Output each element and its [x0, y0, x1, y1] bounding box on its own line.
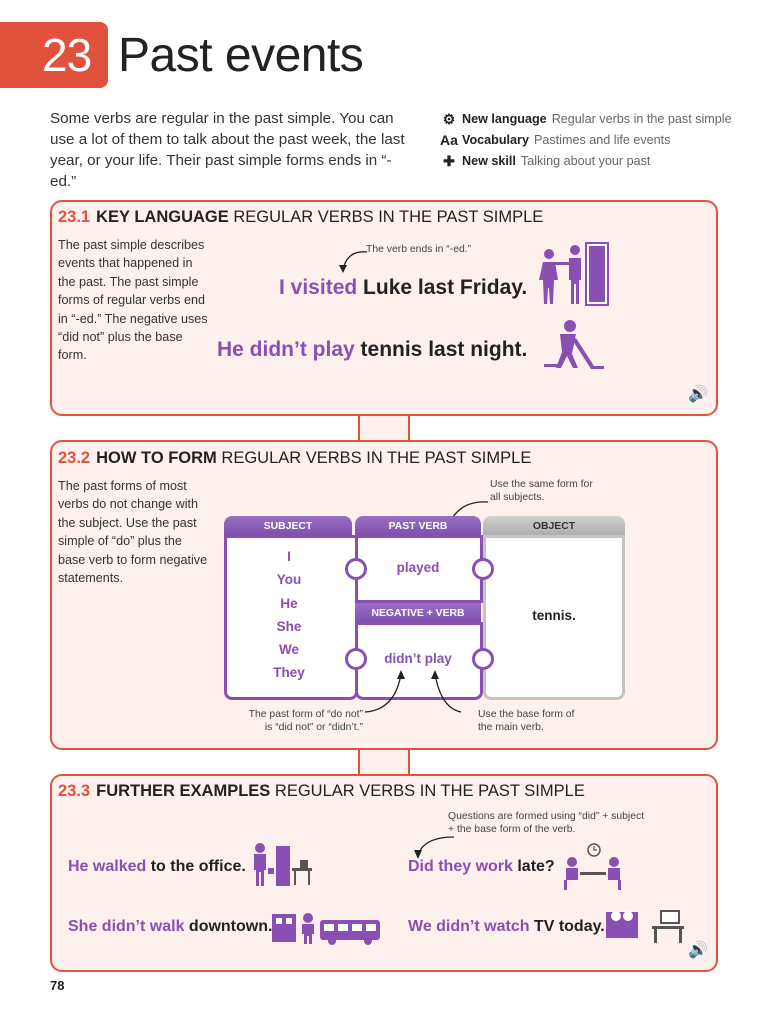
subject-item: She	[276, 618, 302, 634]
highlight-verb: She didn’t walk	[68, 918, 185, 935]
negative-verb-text: didn’t play	[384, 651, 452, 666]
section-subtitle: REGULAR VERBS IN THE PAST SIMPLE	[228, 208, 544, 226]
section-number: 23.2	[58, 449, 91, 467]
gear-icon: ⚙	[442, 110, 456, 127]
section-subtitle: REGULAR VERBS IN THE PAST SIMPLE	[270, 782, 585, 800]
callout-questions: Questions are formed using “did” + subject + the base form of the verb.	[448, 811, 645, 835]
highlight-verb: He walked	[68, 858, 147, 875]
puzzle-icon: ✚	[443, 152, 455, 169]
puzzle-knob	[472, 558, 494, 580]
visitor-door-icon	[535, 238, 615, 310]
subject-item: You	[276, 572, 302, 588]
panel-title	[58, 208, 543, 227]
further-example-2	[68, 918, 272, 936]
section-key: HOW TO FORM	[96, 449, 217, 467]
callout-same-form: Use the same form for all subjects.	[490, 479, 593, 503]
column-header-negative: NEGATIVE + VERB	[355, 603, 481, 625]
learning-label: Vocabulary	[462, 133, 529, 147]
unit-title: Past events	[118, 29, 364, 82]
audio-speaker-icon[interactable]: 🔊	[688, 942, 708, 959]
panel-title	[58, 449, 531, 468]
audio-speaker-icon[interactable]: 🔊	[688, 386, 708, 403]
learning-vocabulary	[440, 130, 670, 150]
callout-arrow	[335, 246, 371, 276]
intro-text: Some verbs are regular in the past simple. You can use a lot of them to talk about the past week, the last year, or your life. Their past simple forms ends in “-ed.”	[50, 110, 405, 190]
callout-base-form: Use the base form of the main verb.	[478, 709, 575, 733]
object-text: tennis.	[532, 608, 576, 623]
panel-title	[58, 782, 585, 801]
learning-new-language	[440, 109, 732, 129]
sentence-rest: late?	[512, 858, 555, 875]
no-walking-bus-icon	[270, 906, 382, 946]
sentence-rest: Luke last Friday.	[357, 276, 528, 299]
subject-item: We	[278, 642, 299, 658]
sentence-rest: tennis last night.	[354, 338, 528, 361]
panel-description: The past simple describes events that happened in the past. The past simple forms of regular verbs end in “-ed.” The negative uses “did not” plus the base form.	[58, 238, 208, 363]
further-example-1	[68, 858, 246, 876]
highlight-verb: I visited	[279, 276, 358, 299]
section-number: 23.3	[58, 782, 91, 800]
further-example-3	[408, 858, 555, 876]
past-verb-text: played	[396, 560, 440, 575]
column-header-past-verb: PAST VERB	[355, 516, 481, 538]
section-subtitle: REGULAR VERBS IN THE PAST SIMPLE	[216, 449, 532, 467]
learning-label: New skill	[462, 154, 516, 168]
example-sentence-2	[217, 338, 527, 362]
example-sentence-1	[279, 276, 527, 300]
subject-item: They	[273, 665, 305, 681]
puzzle-knob	[472, 648, 494, 670]
highlight-verb: Did they work	[408, 858, 513, 875]
section-key: KEY LANGUAGE	[96, 208, 229, 226]
subject-item: I	[287, 549, 291, 564]
callout-did-not: The past form of “do not” is “did not” or “didn’t.”	[248, 709, 363, 733]
further-example-4	[408, 918, 605, 936]
learning-text: Regular verbs in the past simple	[551, 112, 732, 126]
puzzle-knob	[345, 558, 367, 580]
subject-item: He	[280, 595, 298, 611]
hockey-player-icon	[540, 318, 610, 376]
page-number: 78	[50, 978, 65, 993]
vocabulary-aa-icon: Aa	[440, 132, 458, 148]
sentence-rest: TV today.	[529, 918, 605, 935]
section-number: 23.1	[58, 208, 91, 226]
working-late-icon	[560, 842, 626, 892]
learning-label: New language	[462, 112, 547, 126]
unit-number: 23	[42, 29, 92, 81]
callout-arrow	[408, 833, 458, 861]
callout-arrows-bottom	[355, 668, 465, 716]
puzzle-knob	[345, 648, 367, 670]
highlight-verb: He didn’t play	[217, 338, 355, 361]
subject-list	[224, 545, 354, 685]
sentence-rest: downtown.	[184, 918, 273, 935]
callout-ed: The verb ends in “-ed.”	[366, 244, 472, 255]
column-header-subject: SUBJECT	[224, 516, 352, 538]
sentence-rest: to the office.	[146, 858, 246, 875]
column-header-object: OBJECT	[483, 516, 625, 538]
watching-tv-icon	[604, 906, 684, 946]
panel-description: The past forms of most verbs do not change with the subject. Use the past simple of “do” plus the base verb to form negative statements.	[58, 479, 208, 586]
section-key: FURTHER EXAMPLES	[96, 782, 271, 800]
learning-new-skill	[440, 151, 650, 171]
learning-text: Talking about your past	[520, 154, 651, 168]
learning-text: Pastimes and life events	[533, 133, 671, 147]
highlight-verb: We didn’t watch	[408, 918, 530, 935]
walking-to-office-icon	[248, 842, 318, 890]
